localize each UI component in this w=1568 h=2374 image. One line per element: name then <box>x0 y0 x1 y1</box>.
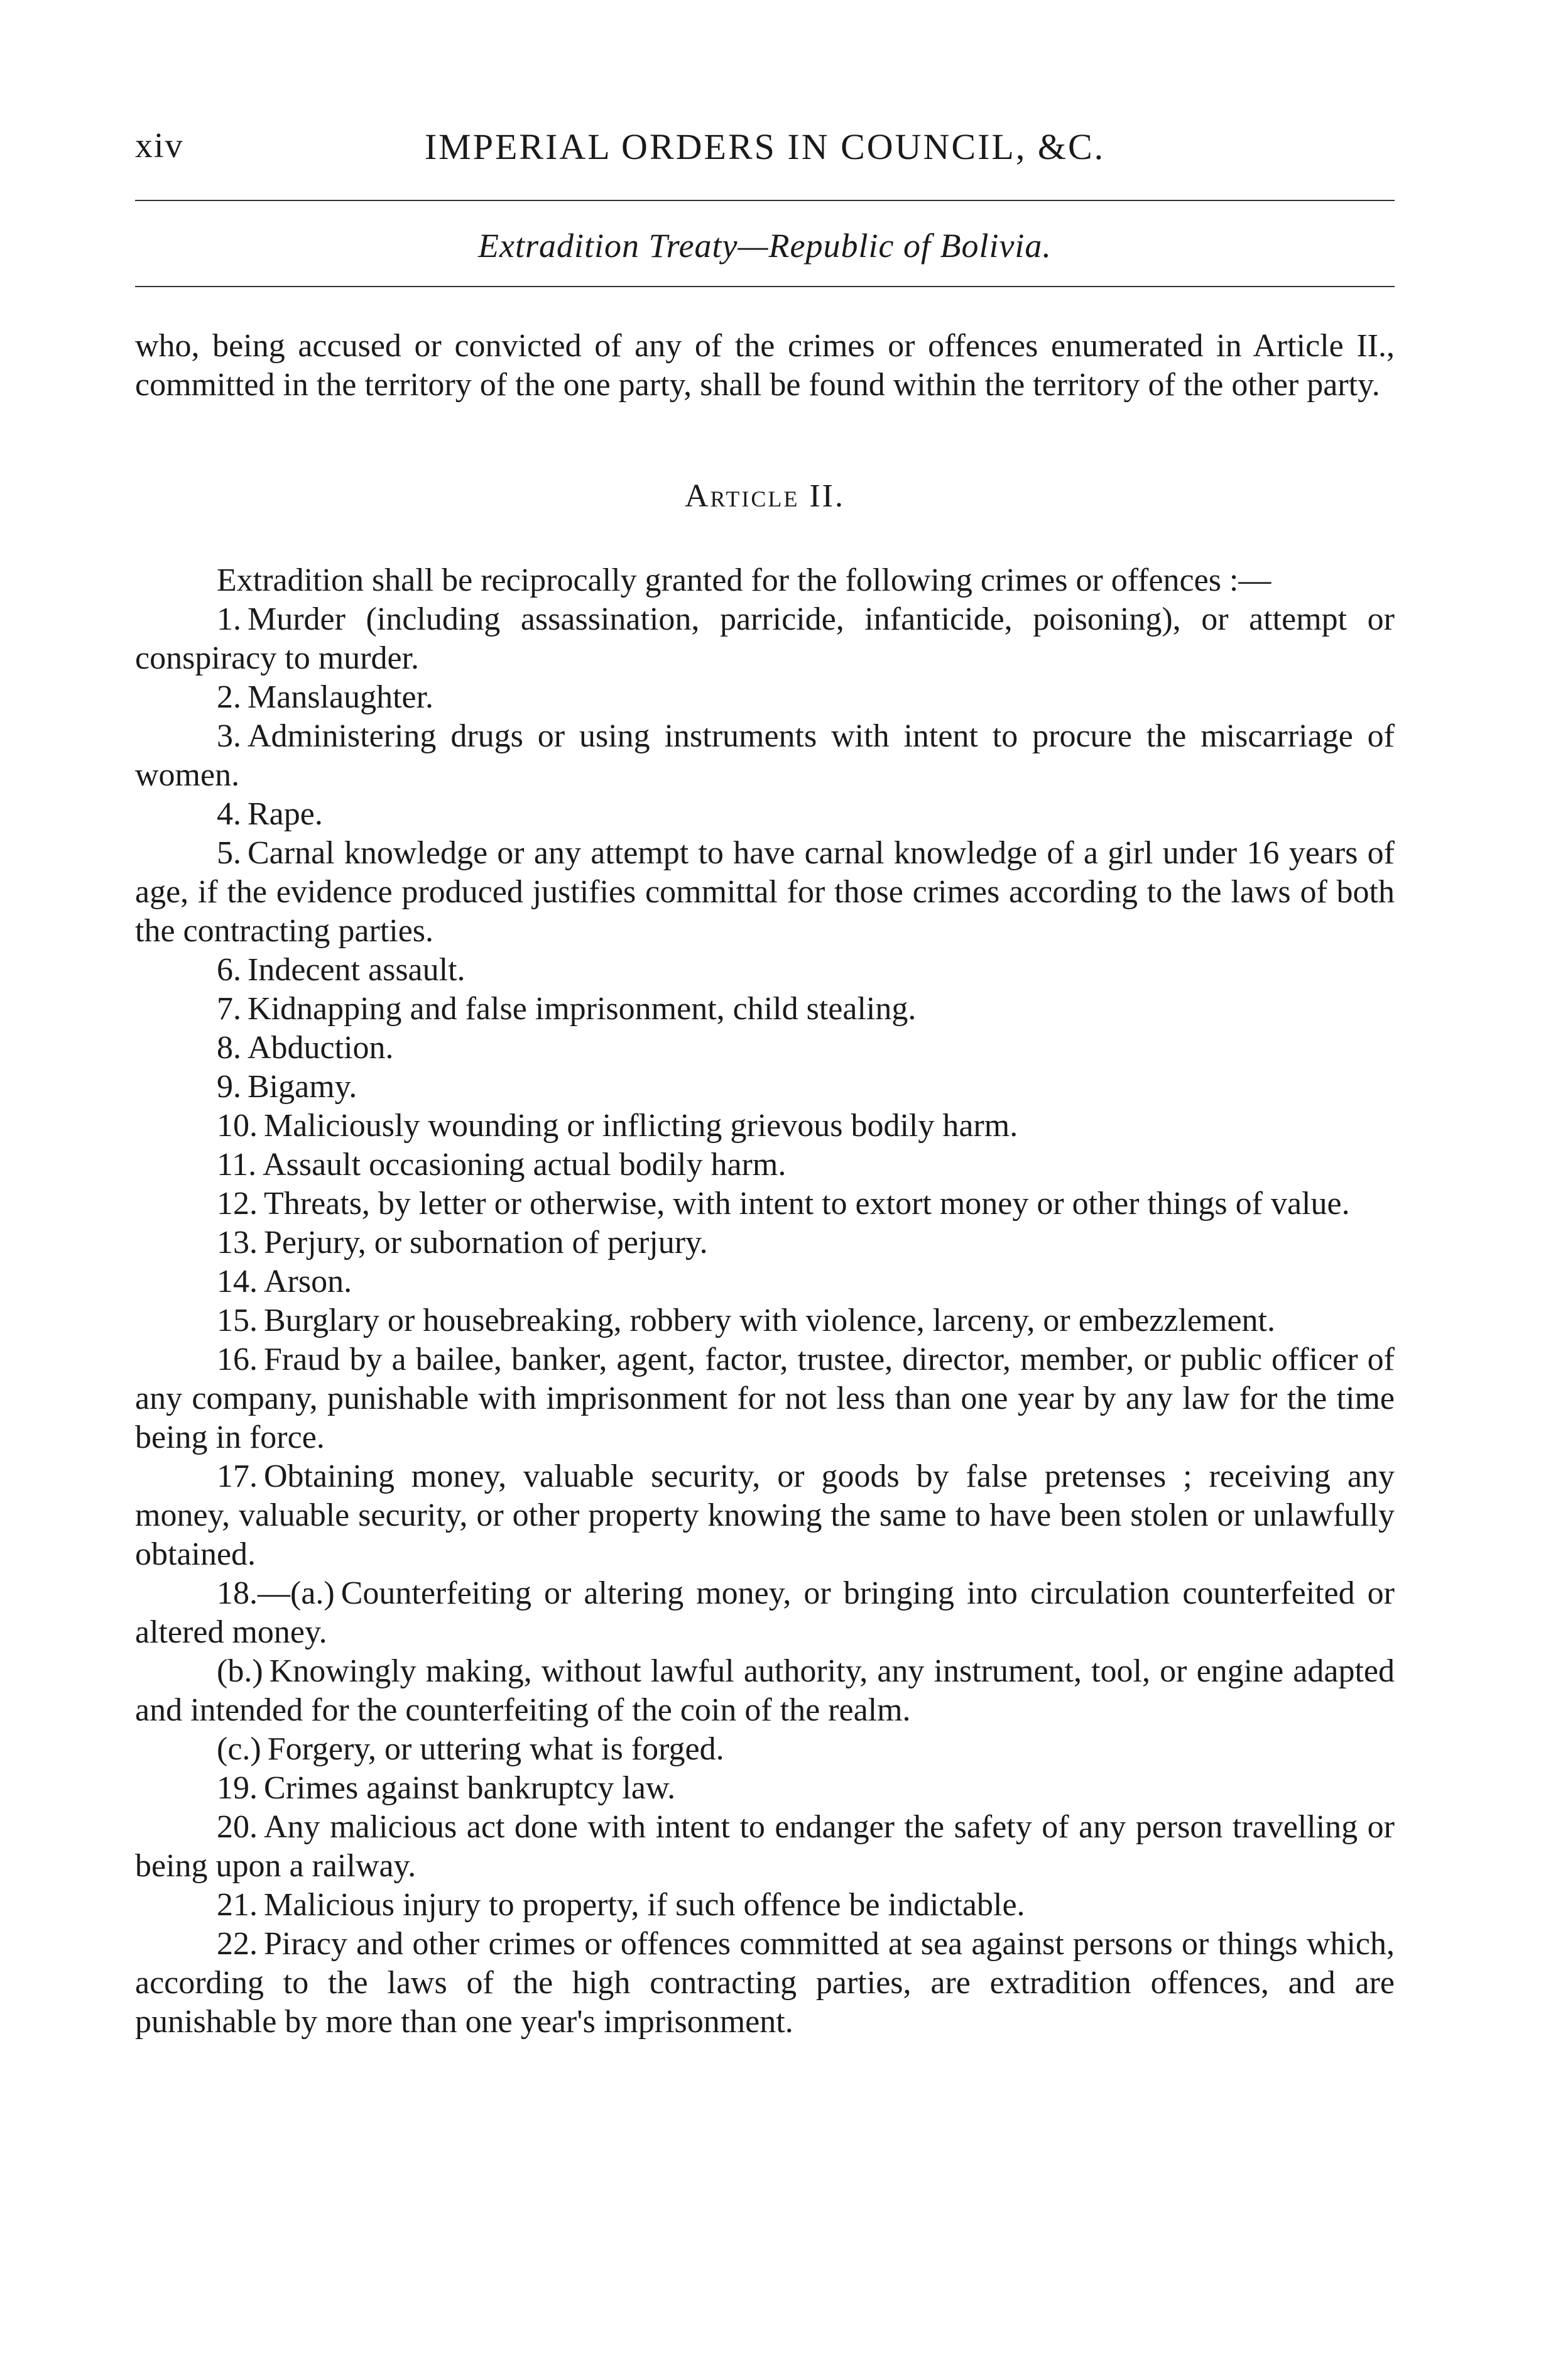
item-number: 22. <box>217 1926 258 1962</box>
item-text: Administering drugs or using instruments with intent to procure the miscarriage of women. <box>135 718 1395 793</box>
item-number: 5. <box>217 835 241 871</box>
item-text: Counterfeiting or altering money, or bringing into circulation counterfeited or altered money. <box>135 1575 1395 1650</box>
item-number: 16. <box>217 1342 258 1377</box>
list-item <box>135 1107 1395 1146</box>
list-item <box>135 834 1395 951</box>
intro-paragraph: who, being accused or convicted of any of the crimes or offences enumerated in Article II., committed in the territory of the one party, shall be found within the territory of the other party. <box>135 328 1395 403</box>
item-text: Bigamy. <box>248 1069 357 1105</box>
item-number: 12. <box>217 1186 258 1222</box>
running-title: IMPERIAL ORDERS IN COUNCIL, &C. <box>424 126 1106 167</box>
list-item <box>135 1574 1395 1652</box>
article-heading: Article II. <box>684 478 845 514</box>
body-text <box>135 327 1395 2042</box>
item-text: Rape. <box>248 796 323 832</box>
item-number: 18.—(a.) <box>217 1575 335 1611</box>
list-item <box>135 1808 1395 1886</box>
list-item <box>135 795 1395 834</box>
list-item <box>135 951 1395 990</box>
list-item <box>135 1730 1395 1769</box>
item-text: Manslaughter. <box>248 679 434 715</box>
list-item <box>135 1068 1395 1107</box>
item-number: 15. <box>217 1303 258 1338</box>
item-number: 9. <box>217 1069 241 1105</box>
item-number: 6. <box>217 952 241 988</box>
list-item <box>135 1769 1395 1808</box>
item-number: 10. <box>217 1108 258 1144</box>
section-subtitle: Extradition Treaty—Republic of Bolivia. <box>478 227 1052 265</box>
item-text: Crimes against bankruptcy law. <box>264 1770 676 1806</box>
list-item <box>135 1886 1395 1925</box>
lead-paragraph: Extradition shall be reciprocally granted for the following crimes or offences :— <box>217 562 1271 598</box>
item-number: 7. <box>217 991 241 1027</box>
item-number: 8. <box>217 1030 241 1066</box>
item-text: Piracy and other crimes or offences committed at sea against persons or things which, according to the laws of the high contracting parties, are extradition offences, and are punishable by more than one year's imprisonment. <box>135 1926 1395 2040</box>
list-item <box>135 1262 1395 1301</box>
item-number: (c.) <box>217 1731 261 1767</box>
item-text: Burglary or housebreaking, robbery with violence, larceny, or embezzlement. <box>264 1303 1275 1338</box>
item-number: 4. <box>217 796 241 832</box>
item-text: Carnal knowledge or any attempt to have carnal knowledge of a girl under 16 years of age, if the evidence produced justifies committal for those crimes according to the laws of both the contracting parties. <box>135 835 1395 949</box>
list-item <box>135 600 1395 678</box>
item-text: Forgery, or uttering what is forged. <box>267 1731 724 1767</box>
item-number: 2. <box>217 679 241 715</box>
list-item <box>135 1146 1395 1184</box>
item-text: Kidnapping and false imprisonment, child stealing. <box>248 991 917 1027</box>
list-item <box>135 1925 1395 2042</box>
item-text: Fraud by a bailee, banker, agent, factor, trustee, director, member, or public officer of any company, punishable with imprisonment for not less than one year by any law for the time being in force. <box>135 1342 1395 1455</box>
item-text: Arson. <box>264 1264 352 1299</box>
item-text: Knowingly making, without lawful authority, any instrument, tool, or engine adapted and intended for the counterfeiting of the coin of the realm. <box>135 1653 1395 1728</box>
item-text: Malicious injury to property, if such offence be indictable. <box>264 1887 1025 1923</box>
list-item <box>135 1029 1395 1068</box>
list-item <box>135 1340 1395 1457</box>
page-number: xiv <box>135 126 184 165</box>
header-rule-bottom <box>135 286 1395 287</box>
item-number: 3. <box>217 718 241 754</box>
list-item <box>135 1301 1395 1340</box>
item-text: Obtaining money, valuable security, or goods by false pretenses ; receiving any money, valuable security, or other property knowing the same to have been stolen or unlawfully obtained. <box>135 1458 1395 1572</box>
list-item <box>135 1652 1395 1730</box>
list-item <box>135 1223 1395 1262</box>
item-number: 19. <box>217 1770 258 1806</box>
list-item <box>135 1184 1395 1223</box>
header-rule-top <box>135 200 1395 201</box>
list-item <box>135 990 1395 1029</box>
item-number: 11. <box>217 1147 257 1183</box>
item-number: 17. <box>217 1458 258 1494</box>
item-text: Threats, by letter or otherwise, with intent to extort money or other things of value. <box>264 1186 1350 1222</box>
item-text: Abduction. <box>248 1030 394 1066</box>
item-number: 21. <box>217 1887 258 1923</box>
item-text: Assault occasioning actual bodily harm. <box>263 1147 787 1183</box>
item-number: 1. <box>217 601 241 637</box>
running-head <box>135 126 1395 176</box>
item-number: 14. <box>217 1264 258 1299</box>
item-text: Any malicious act done with intent to endanger the safety of any person travelling or being upon a railway. <box>135 1809 1395 1884</box>
item-text: Perjury, or subornation of perjury. <box>264 1225 708 1261</box>
item-text: Murder (including assassination, parricide, infanticide, poisoning), or attempt or conspiracy to murder. <box>135 601 1395 676</box>
list-item <box>135 1457 1395 1574</box>
item-number: (b.) <box>217 1653 263 1689</box>
item-text: Indecent assault. <box>248 952 466 988</box>
list-item <box>135 717 1395 795</box>
item-number: 13. <box>217 1225 258 1261</box>
item-text: Maliciously wounding or inflicting grievous bodily harm. <box>264 1108 1018 1144</box>
list-item <box>135 678 1395 717</box>
item-number: 20. <box>217 1809 258 1845</box>
